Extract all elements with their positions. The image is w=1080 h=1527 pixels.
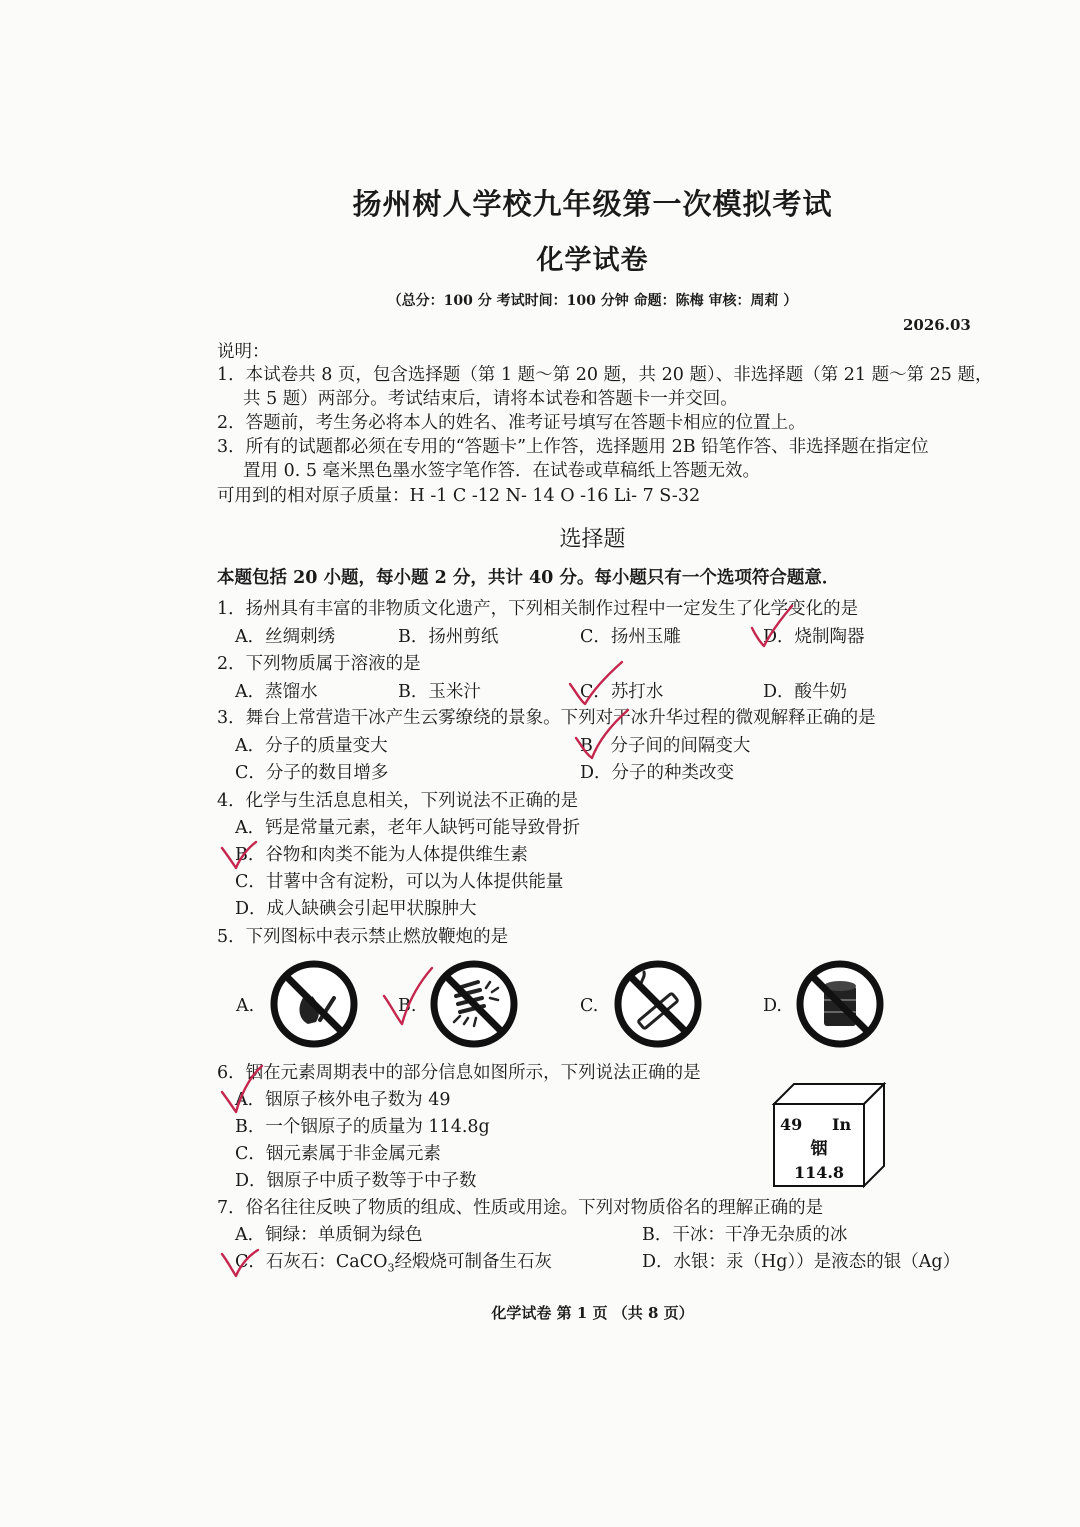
q4-option-c: C．甘薯中含有淀粉，可以为人体提供能量 — [235, 872, 564, 892]
notes-heading: 说明： — [217, 342, 270, 362]
q5-option-d: D. — [763, 996, 782, 1016]
q1-option-d: D．烧制陶器 — [763, 627, 865, 647]
q2-option-b: B．玉米汁 — [398, 682, 481, 702]
q4-option-b: B．谷物和肉类不能为人体提供维生素 — [235, 845, 528, 865]
atomic-mass: 可用到的相对原子质量：H -1 C -12 N- 14 O -16 Li- 7 S-32 — [217, 486, 701, 506]
exam-subtitle: 化学试卷 — [536, 245, 649, 276]
q1-option-b: B．扬州剪纸 — [398, 627, 499, 647]
section-instruction: 本题包括 20 小题，每小题 2 分，共计 40 分。每小题只有一个选项符合题意． — [217, 568, 840, 588]
q1-stem: 1．扬州具有丰富的非物质文化遗产，下列相关制作过程中一定发生了化学变化的是 — [217, 599, 859, 619]
note-line-5: 置用 0. 5 毫米黑色墨水签字笔作答．在试卷或草稿纸上答题无效。 — [243, 461, 761, 481]
q6-option-d: D．铟原子中质子数等于中子数 — [235, 1171, 477, 1191]
note-line-4: 3．所有的试题都必须在专用的“答题卡”上作答，选择题用 2B 铅笔作答、非选择题在指定位 — [217, 437, 929, 457]
q1-option-a: A．丝绸刺绣 — [235, 627, 336, 647]
q7-option-d: D．水银：汞（Hg））是液态的银（Ag） — [642, 1252, 961, 1272]
q4-option-a: A．钙是常量元素，老年人缺钙可能导致骨折 — [235, 818, 581, 838]
q5-option-a: A. — [236, 996, 255, 1016]
q5-option-c: C. — [580, 996, 599, 1016]
q4-stem: 4．化学与生活息息相关，下列说法不正确的是 — [217, 791, 579, 811]
element-symbol: In — [832, 1115, 852, 1134]
q3-option-c: C．分子的数目增多 — [235, 763, 389, 783]
q1-option-c: C．扬州玉雕 — [580, 627, 681, 647]
element-number: 49 — [780, 1115, 803, 1134]
check-q3-b-icon — [576, 710, 628, 758]
check-q4-b-icon — [222, 842, 256, 868]
check-q7-c-icon — [222, 1250, 258, 1276]
section-title: 选择题 — [559, 527, 626, 552]
q6-option-b: B．一个铟原子的质量为 114.8g — [235, 1117, 490, 1137]
q6-stem: 6．铟在元素周期表中的部分信息如图所示，下列说法正确的是 — [217, 1063, 701, 1083]
exam-title: 扬州树人学校九年级第一次模拟考试 — [352, 187, 833, 221]
element-name: 铟 — [810, 1139, 828, 1159]
q6-option-c: C．铟元素属于非金属元素 — [235, 1144, 441, 1164]
check-q1-d-icon — [752, 606, 792, 646]
note-line-1: 1．本试卷共 8 页，包含选择题（第 1 题～第 20 题，共 20 题）、非选择题（第 21 题～第 25 题， — [217, 365, 993, 385]
q7-stem: 7．俗名往往反映了物质的组成、性质或用途。下列对物质俗名的理解正确的是 — [217, 1198, 824, 1218]
q3-option-d: D．分子的种类改变 — [580, 763, 735, 783]
exam-info: （总分：100 分 考试时间：100 分钟 命题：陈梅 审核：周莉 ） — [387, 293, 798, 309]
q5-stem: 5．下列图标中表示禁止燃放鞭炮的是 — [217, 927, 509, 947]
q2-option-a: A．蒸馏水 — [235, 682, 318, 702]
element-mass: 114.8 — [793, 1163, 845, 1182]
check-q6-a-icon — [222, 1066, 262, 1112]
exam-date: 2026.03 — [903, 316, 971, 334]
q7-option-c: C．石灰石：CaCO$_3$经煅烧可制备生石灰 — [235, 1252, 552, 1275]
q2-option-d: D．酸牛奶 — [763, 682, 848, 702]
note-line-2: 共 5 题）两部分。考试结束后，请将本试卷和答题卡一并交回。 — [243, 389, 738, 409]
page-footer: 化学试卷 第 1 页 （共 8 页） — [491, 1304, 694, 1322]
q3-option-b: B．分子间的间隔变大 — [580, 736, 751, 756]
q6-option-a: A．铟原子核外电子数为 49 — [235, 1090, 451, 1110]
q7-option-a: A．铜绿：单质铜为绿色 — [235, 1225, 423, 1245]
note-line-3: 2．答题前，考生务必将本人的姓名、准考证号填写在答题卡相应的位置上。 — [217, 413, 806, 433]
check-q5-b-icon — [384, 968, 432, 1024]
q4-option-d: D．成人缺碘会引起甲状腺肿大 — [235, 899, 477, 919]
q2-stem: 2．下列物质属于溶液的是 — [217, 654, 421, 674]
q3-stem: 3．舞台上常营造干冰产生云雾缭绕的景象。下列对干冰升华过程的微观解释正确的是 — [217, 708, 876, 728]
check-q2-c-icon — [570, 662, 622, 704]
q2-option-c: C．苏打水 — [580, 682, 664, 702]
q3-option-a: A．分子的质量变大 — [235, 736, 388, 756]
q7-option-b: B．干冰：干净无杂质的冰 — [642, 1225, 848, 1245]
q5-option-b: B. — [398, 996, 417, 1016]
